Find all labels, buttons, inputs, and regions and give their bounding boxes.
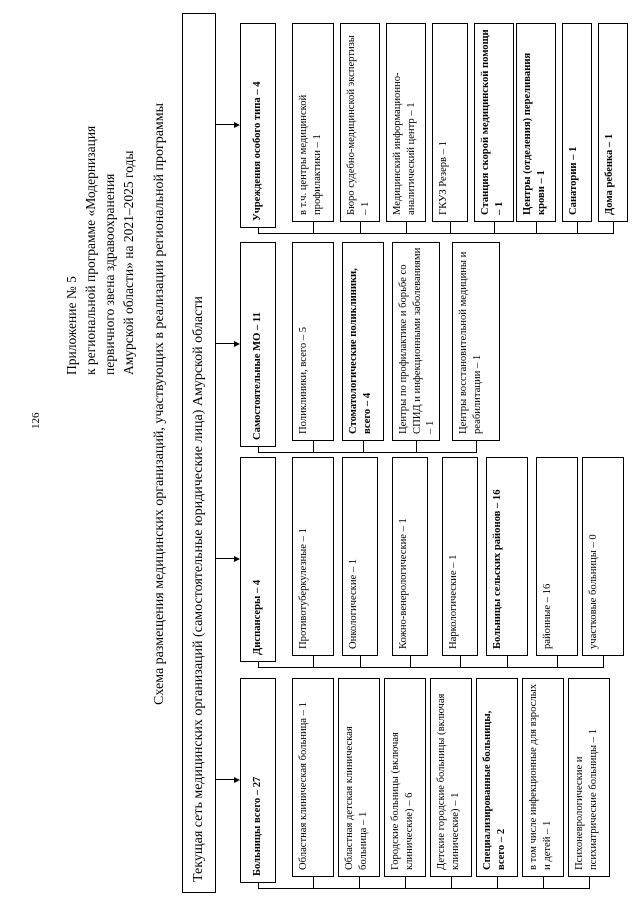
annex-line-4: Амурской области» на 2021–2025 годы (121, 150, 136, 375)
connector-top-0 (216, 779, 234, 780)
annex-caption (62, 126, 138, 375)
column-header-label: Самостоятельные МО – 11 (252, 312, 263, 440)
branch-line (406, 222, 407, 234)
item-label: Центры по профилактике и борьбе со СПИД и инфекционными заболеваниями – 1 (398, 247, 436, 434)
column-header-box (240, 457, 276, 662)
item-box-областная-клиническая-больница (292, 678, 334, 877)
connector-top-1 (216, 558, 234, 559)
branch-line (476, 441, 477, 453)
item-box-областная-детская-клиническая- (338, 678, 380, 877)
item-label: Онкологические – 1 (348, 558, 359, 649)
column-header-label: Больницы всего – 27 (252, 776, 263, 876)
branch-line (313, 656, 314, 668)
item-box-стоматологические-поликлиники- (342, 242, 384, 441)
item-box-кожно-венерологические-1 (392, 457, 428, 656)
item-box-психоневрологические-и-психиат (568, 678, 610, 877)
item-box-центры-восстановительной-медиц (452, 242, 500, 441)
branch-line (313, 441, 314, 453)
branch-line (313, 877, 314, 889)
page-number: 126 (30, 412, 42, 429)
item-label: Специализированные больницы, всего – 2 (482, 710, 507, 870)
diagram-title: Схема размещения медицинских организаций, участвующих в реализации региональной программы (152, 102, 167, 705)
branch-line (359, 877, 360, 889)
feeder-head-0 (258, 883, 259, 889)
item-label: Стоматологические поликлиники, всего – 4 (348, 268, 373, 434)
item-label: Областная клиническая больница – 1 (298, 702, 309, 870)
item-box-в-т-ч-центры-медицинской-профи (292, 23, 334, 222)
branch-line (416, 441, 417, 453)
network-top-label: Текущая сеть медицинских организаций (самостоятельные юридические лица) Амурской области (191, 296, 206, 882)
item-box-медицинский-информационно-анал (386, 23, 426, 222)
branch-line (405, 877, 406, 889)
feeder-head-3 (258, 228, 259, 234)
item-label: Противотуберкулезные – 1 (298, 528, 309, 649)
item-label: Городские больницы (включая клинические) – 6 (390, 732, 415, 870)
item-label: в т.ч. центры медицинской профилактики – 1 (298, 94, 323, 215)
column-header-box (240, 678, 276, 883)
column-header-label: Диспансеры – 4 (252, 579, 263, 655)
item-box-центры-отделения-переливания-к (516, 23, 556, 222)
network-top-box (182, 13, 216, 893)
item-box-участковые-больницы-0 (582, 457, 624, 656)
feeder-line-2 (258, 452, 476, 453)
connector-top-3 (216, 124, 234, 125)
item-label: Детские городские больницы (включая клинические) – 1 (436, 693, 461, 870)
item-label: Областная детская клиническая больница – 1 (344, 726, 369, 870)
branch-line (557, 656, 558, 668)
item-label: Медицинский информационно-аналитический центр – 1 (392, 72, 417, 215)
item-label: Центры восстановительной медицины и реабилитации – 1 (458, 251, 483, 434)
item-box-онкологические-1 (342, 457, 378, 656)
item-label: ГКУЗ Резерв – 1 (438, 141, 449, 215)
feeder-line-0 (258, 888, 589, 889)
item-label: Центры (отделения) переливания крови – 1 (522, 52, 547, 215)
item-box-специализированные-больницы-вс (476, 678, 518, 877)
feeder-head-2 (258, 447, 259, 453)
item-box-дома-ребенка-1 (598, 23, 628, 222)
column-header-label: Учреждения особого типа – 4 (252, 81, 263, 221)
item-label: Бюро судебно-медицинской экспертизы – 1 (346, 35, 371, 215)
branch-line (313, 222, 314, 234)
item-box-бюро-судебно-медицинской-экспе (340, 23, 380, 222)
branch-line (577, 222, 578, 234)
item-label: в том числе инфекционные для взрослых и детей – 1 (528, 683, 553, 870)
branch-line (536, 222, 537, 234)
branch-line (410, 656, 411, 668)
branch-line (603, 656, 604, 668)
item-box-больницы-сельских-районов-16 (486, 457, 528, 656)
item-box-поликлиники-всего-5 (292, 242, 334, 441)
item-label: Станция скорой медицинской помощи – 1 (480, 29, 505, 215)
annex-line-3: первичного звена здравоохранения (102, 173, 117, 375)
branch-line (450, 222, 451, 234)
item-box-наркологические-1 (442, 457, 478, 656)
item-box-детские-городские-больницы-вкл (430, 678, 472, 877)
item-box-станция-скорой-медицинской-пом (474, 23, 514, 222)
column-header-box (240, 23, 276, 228)
connector-top-2 (216, 343, 234, 344)
branch-line (507, 656, 508, 668)
feeder-head-1 (258, 662, 259, 668)
branch-line (613, 222, 614, 234)
branch-line (360, 222, 361, 234)
item-label: Дома ребенка – 1 (604, 133, 615, 215)
branch-line (494, 222, 495, 234)
branch-line (543, 877, 544, 889)
item-label: Наркологические – 1 (448, 554, 459, 649)
branch-line (497, 877, 498, 889)
feeder-line-1 (258, 667, 603, 668)
item-box-противотуберкулезные-1 (292, 457, 334, 656)
item-label: районные – 16 (542, 583, 553, 649)
item-label: Кожно-венерологические – 1 (398, 518, 409, 649)
item-label: участковые больницы – 0 (588, 534, 599, 649)
item-label: Поликлиники, всего – 5 (298, 326, 309, 434)
item-box-санатории-1 (562, 23, 592, 222)
branch-line (451, 877, 452, 889)
branch-line (360, 656, 361, 668)
item-box-в-том-числе-инфекционные-для-в (522, 678, 564, 877)
item-label: Санатории – 1 (568, 146, 579, 215)
feeder-line-3 (258, 233, 613, 234)
annex-line-2: к региональной программе «Модернизация (83, 125, 98, 375)
branch-line (363, 441, 364, 453)
branch-line (589, 877, 590, 889)
item-box-центры-по-профилактике-и-борьб (392, 242, 440, 441)
annex-line-1: Приложение № 5 (64, 276, 79, 375)
item-box-гкуз-резерв-1 (432, 23, 468, 222)
item-box-городские-больницы-включая-кли (384, 678, 426, 877)
item-label: Больницы сельских районов – 16 (492, 489, 503, 649)
item-box-районные-16 (536, 457, 578, 656)
branch-line (460, 656, 461, 668)
column-header-box (240, 242, 276, 447)
item-label: Психоневрологические и психиатрические больницы – 1 (574, 728, 599, 870)
